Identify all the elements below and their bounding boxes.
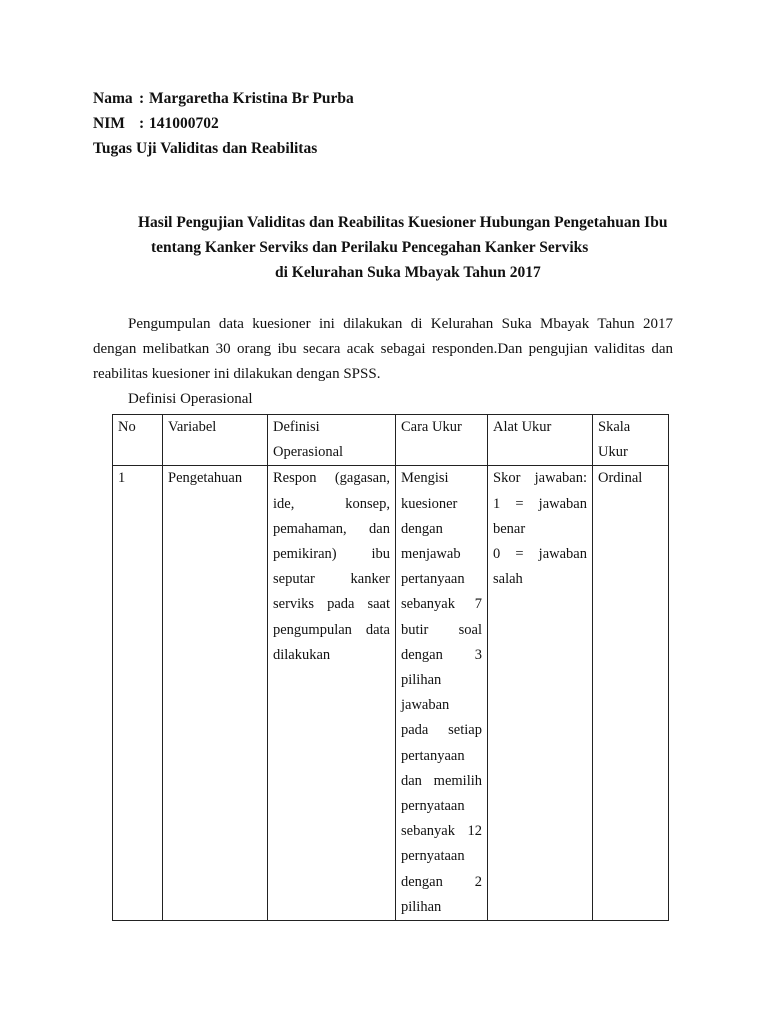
table-header-row: [113, 415, 669, 466]
cell-line: dengan 2: [401, 873, 482, 890]
cell-cara-ukur: [396, 466, 488, 921]
title-line-1: Hasil Pengujian Validitas dan Reabilitas Kuesioner Hubungan Pengetahuan Ibu: [138, 214, 668, 231]
name-value: Margaretha Kristina Br Purba: [149, 90, 354, 107]
section-label: Definisi Operasional: [128, 391, 253, 407]
cell-no: 1: [113, 466, 163, 921]
header-variabel: Variabel: [163, 415, 268, 466]
cell-line: menjawab: [401, 546, 461, 563]
task-title: Tugas Uji Validitas dan Reabilitas: [93, 140, 318, 157]
header-skala-line-2: Ukur: [598, 444, 628, 461]
paragraph-line-1: Pengumpulan data kuesioner ini dilakukan di Kelurahan Suka Mbayak Tahun 2017: [128, 316, 673, 332]
cell-line: pilihan: [401, 898, 442, 915]
cell-definisi: [268, 466, 396, 921]
cara-ukur-lines: [401, 466, 482, 920]
cell-line: serviks pada saat: [273, 596, 390, 613]
cell-line: dengan 3: [401, 646, 482, 663]
cell-line: pertanyaan: [401, 571, 465, 588]
title-line-2: tentang Kanker Serviks dan Perilaku Pencegahan Kanker Serviks: [151, 239, 589, 256]
student-header: [93, 86, 354, 161]
title-line-3: di Kelurahan Suka Mbayak Tahun 2017: [275, 264, 541, 281]
cell-line: pernyataan: [401, 798, 465, 815]
cell-line: dilakukan: [273, 646, 331, 663]
cell-line: ide, konsep,: [273, 495, 390, 512]
cell-line: salah: [493, 571, 523, 588]
nim-row: [93, 111, 354, 136]
name-separator: :: [139, 90, 145, 107]
cell-line: jawaban: [401, 697, 450, 714]
cell-line: Respon (gagasan,: [273, 470, 390, 487]
cell-line: 1 = jawaban: [493, 495, 587, 512]
cell-variabel: Pengetahuan: [163, 466, 268, 921]
paragraph-line-3: reabilitas kuesioner ini dilakukan dengan SPSS.: [93, 366, 381, 382]
intro-paragraph: [93, 312, 673, 387]
cell-line: Mengisi: [401, 470, 449, 487]
cell-line: sebanyak 7: [401, 596, 482, 613]
nim-value: 141000702: [149, 115, 219, 132]
name-label: Nama: [93, 90, 133, 107]
name-row: [93, 86, 354, 111]
cell-line: pertanyaan: [401, 747, 465, 764]
cell-line: seputar kanker: [273, 571, 390, 588]
cell-line: dengan: [401, 520, 443, 537]
nim-separator: :: [139, 115, 145, 132]
cell-skala: Ordinal: [593, 466, 669, 921]
header-definisi-line-2: Operasional: [273, 444, 344, 461]
cell-line: pilihan: [401, 672, 442, 689]
nim-label: NIM: [93, 115, 125, 132]
cell-alat-ukur: [488, 466, 593, 921]
cell-line: pemikiran) ibu: [273, 546, 390, 563]
header-no: No: [113, 415, 163, 466]
document-title: [95, 210, 745, 285]
cell-line: Skor jawaban:: [493, 470, 587, 487]
cell-line: 0 = jawaban: [493, 546, 587, 563]
table-row: [113, 466, 669, 921]
cell-line: sebanyak 12: [401, 823, 482, 840]
header-definisi-line-1: Definisi: [273, 419, 320, 435]
cell-line: dan memilih: [401, 772, 482, 789]
paragraph-line-2: dengan melibatkan 30 orang ibu secara acak sebagai responden.Dan pengujian validitas dan: [93, 341, 673, 357]
cell-line: pemahaman, dan: [273, 520, 390, 537]
cell-line: pernyataan: [401, 848, 465, 865]
header-skala: [593, 415, 669, 466]
definisi-lines: [273, 466, 390, 668]
header-cara-ukur: Cara Ukur: [396, 415, 488, 466]
cell-line: pada setiap: [401, 722, 482, 739]
header-skala-line-1: Skala: [598, 419, 631, 435]
header-definisi: [268, 415, 396, 466]
cell-line: butir soal: [401, 621, 482, 638]
header-alat-ukur: Alat Ukur: [488, 415, 593, 466]
cell-line: pengumpulan data: [273, 621, 390, 638]
cell-line: kuesioner: [401, 495, 458, 512]
task-row: [93, 136, 354, 161]
cell-line: benar: [493, 520, 526, 537]
alat-ukur-lines: [493, 466, 587, 592]
operational-definition-table: [112, 414, 669, 921]
